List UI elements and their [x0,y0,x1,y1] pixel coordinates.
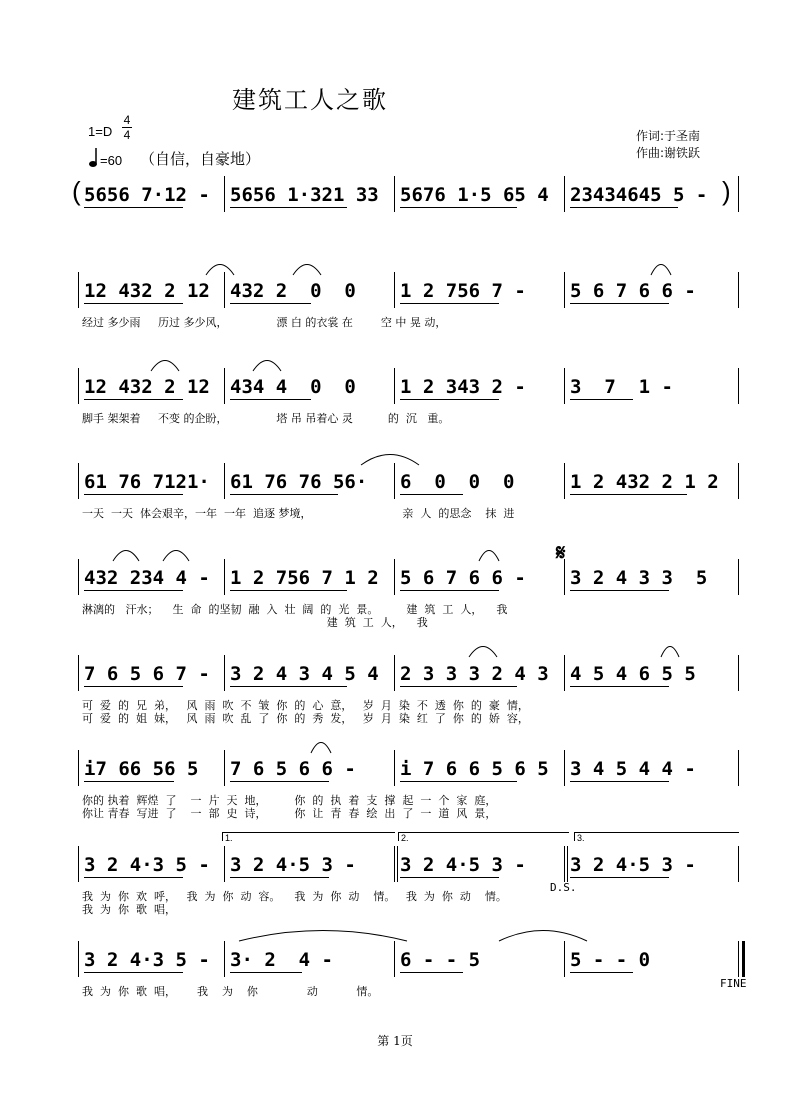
bar-line [78,750,79,786]
score-row [78,272,740,312]
bar-line [738,846,739,882]
bar-line [738,941,739,977]
bar-line [394,846,395,882]
volta-bracket: 3. [574,832,739,841]
bar-line [564,176,565,212]
bar-line [224,559,225,595]
dal-segno-mark: D.S. [550,881,577,894]
composer-credit: 作曲:谢铁跃 [636,146,701,160]
measure: 3 2 4·5 3 - [230,854,356,876]
beam-line [84,686,183,687]
bar-line [564,272,565,308]
bar-line [564,368,565,404]
beam-line [570,303,669,304]
beam-line [230,399,311,400]
measure: 3 2 4 3 3 5 [570,567,708,589]
beam-line [570,686,669,687]
beam-line [570,399,633,400]
beam-line [400,686,517,687]
bar-line [738,272,739,308]
measure: 3 2 4·5 3 - [570,854,696,876]
measure: 1 2 432 2 1 2 [570,471,719,493]
bar-line [394,655,395,691]
lyric-line: 可 爱 的 兄 弟， 风 雨 吹 不 皱 你 的 心 意， 岁 月 染 不 透 你 的 豪 情， [82,699,529,712]
slur-mark [162,548,190,562]
lyric-line: 可 爱 的 姐 妹， 风 雨 吹 乱 了 你 的 秀 发， 岁 月 染 红 了 你 的 娇 容， [82,712,529,725]
measure: 12 432 2 12 [84,280,210,302]
beam-line [230,303,311,304]
quarter-note-icon [88,146,98,168]
time-signature: 4 4 [123,113,131,142]
beam-line [400,590,499,591]
song-title: 建筑工人之歌 [232,86,388,114]
beam-line [84,303,183,304]
slur-mark [150,358,180,372]
score-row [72,176,740,216]
lyric-line: 一天 一天 体会艰辛，一年 一年 追逐 梦境， 亲 人 的思念 抹 进 [82,507,515,520]
slur-mark [498,928,588,942]
volta-bracket: 1. [222,832,395,841]
slur-mark [310,740,332,754]
measure: 432 2 0 0 [230,280,356,302]
bar-line [224,655,225,691]
bar-line [394,272,395,308]
beam-line [230,590,347,591]
bar-line [394,463,395,499]
bar-line [738,368,739,404]
measure: 3 2 4 3 4 5 4 [230,663,379,685]
slur-mark [205,262,235,276]
slur-mark [660,644,680,658]
beam-line [230,686,347,687]
beam-line [400,781,517,782]
measure: 4 5 4 6 5 5 [570,663,696,685]
bar-line [564,463,565,499]
volta-bracket: 2. [398,832,569,841]
measure: 23434645 5 - [570,184,708,206]
measure: 7 6 5 6 6 - [230,758,356,780]
measure: 6 0 0 0 [400,471,515,493]
bar-line [394,368,395,404]
measure: 5 6 7 6 6 - [400,567,526,589]
beam-line [84,590,183,591]
measure: 434 4 0 0 [230,376,356,398]
measure: 3 2 4·5 3 - [400,854,526,876]
measure: 5676 1·5 65 4 [400,184,549,206]
beam-line [570,590,669,591]
score-row [78,368,740,408]
lyric-line: 建 筑 工 人， 我 [82,616,428,629]
measure: 5656 7·12 - [84,184,210,206]
slur-mark [360,452,420,466]
bar-line [394,941,395,977]
beam-line [84,494,183,495]
beam-line [570,494,687,495]
measure: 3 7 1 - [570,376,673,398]
bar-line [738,750,739,786]
lyricist-credit: 作词:于圣南 [636,129,701,143]
bar-line [738,176,739,212]
beam-line [570,972,633,973]
repeat-parenthesis: ( [72,176,81,206]
bar-line [224,368,225,404]
lyric-line: 淋漓的 汗水； 生 命 的坚韧 融 入 壮 阔 的 光 景。 建 筑 工 人， 我 [82,603,508,616]
bar-line [738,559,739,595]
beam-line [230,494,338,495]
lyric-line: 经过 多少雨 历过 多少风， 漂 白 的衣裳 在 空 中 晃 动， [82,316,447,329]
expression-marking: （自信，自豪地） [140,150,261,168]
measure: 3 2 4·3 5 - [84,854,210,876]
beam-line [84,781,174,782]
bar-line [564,750,565,786]
beam-line [570,781,669,782]
slur-mark [252,358,282,372]
measure: 5 - - 0 [570,949,651,971]
bar-line [394,176,395,212]
slur-mark [650,262,672,276]
score-row [78,750,740,790]
beam-line [400,494,463,495]
measure: 7 6 5 6 7 - [84,663,210,685]
beam-line [400,303,499,304]
measure: 3· 2 4 - [230,949,333,971]
tempo-marking: =60 [88,146,122,168]
beam-line [400,972,463,973]
bar-line [224,846,225,882]
beam-line [84,207,183,208]
lyric-line: 你的 执着 辉煌 了 一 片 天 地， 你 的 执 着 支 撑 起 一 个 家 庭， [82,794,497,807]
beam-line [230,972,302,973]
bar-line [78,941,79,977]
bar-line [224,176,225,212]
measure: 5656 1·321 33 [230,184,379,206]
bar-line [738,655,739,691]
slur-mark [478,548,500,562]
measure: 1 2 756 7 - [400,280,526,302]
slur-mark [292,262,322,276]
bar-line [78,655,79,691]
measure: 61 76 76 56· [230,471,368,493]
bar-line [78,272,79,308]
beam-line [230,207,347,208]
bar-line [224,272,225,308]
score-row [78,941,740,981]
beam-line [400,207,517,208]
bar-line [78,368,79,404]
measure: i7 66 56 5 [84,758,199,780]
slur-mark [112,548,140,562]
beam-line [84,972,183,973]
score-row [78,846,740,886]
bar-line [224,941,225,977]
segno-icon: 𝄋 [556,540,566,565]
measure: 6 - - 5 [400,949,481,971]
lyric-line: 脚手 架架着 不变 的企盼， 塔 吊 吊着心 灵 的 沉 重。 [82,412,450,425]
bar-line [394,559,395,595]
beam-line [400,877,499,878]
bar-line [78,463,79,499]
measure: 3 2 4·3 5 - [84,949,210,971]
measure: 2 3 3 3 2 4 3 [400,663,549,685]
beam-line [570,207,678,208]
measure: 12 432 2 12 [84,376,210,398]
measure: i 7 6 6 5 6 5 [400,758,549,780]
score-row [78,655,740,695]
fine-mark: FINE [720,977,747,990]
bar-line [78,559,79,595]
beam-line [230,781,329,782]
score-row [78,559,740,599]
beam-line [84,399,183,400]
bar-line [224,750,225,786]
lyric-line: 我 为 你 歌 唱， 我 为 你 动 情。 [82,985,379,998]
beam-line [400,399,499,400]
measure: 432 234 4 - [84,567,210,589]
measure: 3 4 5 4 4 - [570,758,696,780]
measure: 5 6 7 6 6 - [570,280,696,302]
measure: 61 76 7121· [84,471,210,493]
bar-line [78,846,79,882]
lyric-line: 我 为 你 欢 呼， 我 为 你 动 容。 我 为 你 动 情。 我 为 你 动 情。 [82,890,507,903]
slur-mark [238,928,408,942]
key-signature: 1=D [88,124,113,139]
slur-mark [468,644,498,658]
measure: 1 2 343 2 - [400,376,526,398]
beam-line [570,877,669,878]
beam-line [230,877,329,878]
bar-line [394,750,395,786]
lyric-line: 你让 青春 写进 了 一 部 史 诗， 你 让 青 春 绘 出 了 一 道 风 景， [82,807,497,820]
score-row [78,463,740,503]
bar-line [564,941,565,977]
measure: 1 2 756 7 1 2 [230,567,379,589]
repeat-parenthesis: ) [722,176,731,206]
bar-line [738,463,739,499]
page-number: 第 1页 [377,1034,413,1048]
beam-line [84,877,183,878]
lyric-line: 我 为 你 歌 唱， [82,903,176,916]
bar-line [224,463,225,499]
bar-line [564,846,565,882]
bar-line [564,655,565,691]
